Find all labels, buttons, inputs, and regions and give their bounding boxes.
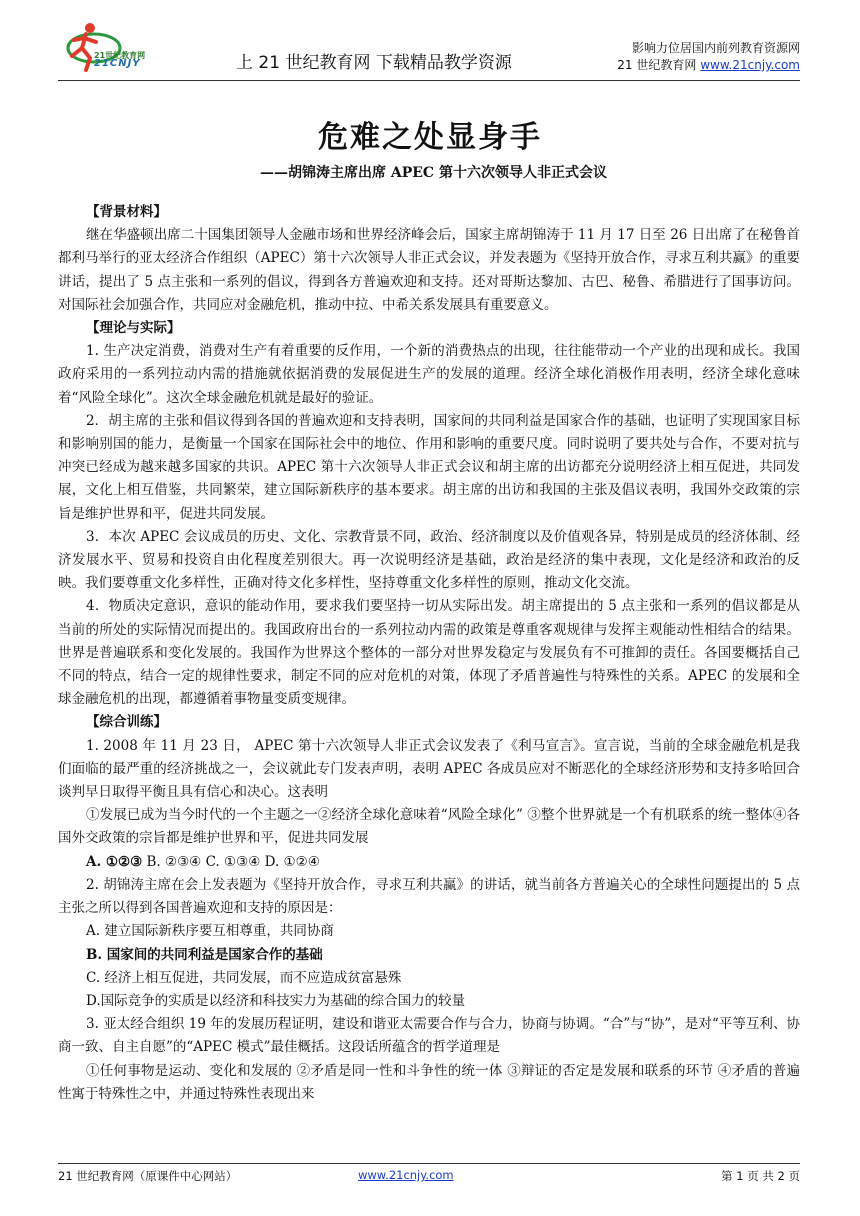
question-3-items: ①任何事物是运动、变化和发展的 ②矛盾是同一性和斗争性的统一体 ③辩证的否定是发展和联系的环节 ④矛盾的普遍性寓于特殊性之中，并通过特殊性表现出来: [58, 1062, 800, 1102]
question-1: 1. 2008 年 11 月 23 日， APEC 第十六次领导人非正式会议发表了《利马宣言》。宣言说，当前的全球金融危机是我们面临的最严重的经济挑战之一，会议就此专门发表声明，表明 APEC 各成员应对不断恶化的全球经济形势和支持多哈回合谈判早日取得平衡且具有信心和决心。这表明: [58, 737, 800, 801]
section-heading-theory: 【理论与实际】: [86, 320, 181, 337]
question-2-option-d: D.国际竞争的实质是以经济和科技实力为基础的综合国力的较量: [86, 992, 466, 1009]
header-divider: [58, 80, 800, 81]
footer-site-link[interactable]: www.21cnjy.com: [358, 1168, 454, 1182]
footer-divider: [58, 1163, 800, 1164]
doc-title: 危难之处显身手: [318, 120, 542, 155]
footer-left: 21 世纪教育网（原课件中心网站）: [58, 1169, 238, 1183]
question-2-option-b: B. 国家间的共同利益是国家合作的基础: [86, 946, 323, 963]
question-1-options-rest: B. ②③④ C. ①③④ D. ①②④: [142, 853, 320, 870]
question-2: 2. 胡锦涛主席在会上发表题为《坚持开放合作，寻求互利共赢》的讲话，就当前各方普遍关心的全球性问题提出的 5 点主张之所以得到各国普遍欢迎和支持的原因是：: [58, 876, 800, 917]
footer-center: [358, 1168, 454, 1182]
footer-page-number: 第 1 页 共 2 页: [721, 1169, 800, 1183]
header-site-link[interactable]: www.21cnjy.com: [700, 58, 800, 72]
doc-body: [58, 201, 800, 1106]
header-right-line1: 影响力位居国内前列教育资源网: [631, 41, 800, 55]
background-paragraph: 继在华盛顿出席二十国集团领导人金融市场和世界经济峰会后，国家主席胡锦涛于 11 月 17 日至 26 日出席了在秘鲁首都利马举行的亚太经济合作组织（APEC）第十六次领导人非正式会议，并发表题为《坚持开放合作，寻求互利共赢》的重要讲话，提出了 5 点主张和一系列的倡议，得到各方普遍欢迎和支持。还对哥斯达黎加、古巴、秘鲁、希腊进行了国事访问。对国际社会加强合作，共同应对金融危机，推动中拉、中希关系发展具有重要意义。: [58, 227, 800, 313]
page-header: [58, 18, 800, 80]
question-2-option-a: A. 建立国际新秩序要互相尊重，共同协商: [86, 923, 334, 940]
section-heading-background: 【背景材料】: [86, 204, 167, 220]
theory-point-1: 1. 生产决定消费，消费对生产有着重要的反作用，一个新的消费热点的出现，往往能带动一个产业的出现和成长。我国政府采用的一系列拉动内需的措施就依据消费的发展促进生产的发展的道理。经济全球化消极作用表明，经济全球化意味着“风险全球化”。这次全球金融危机就是最好的验证。: [58, 343, 800, 406]
theory-point-2: 2．胡主席的主张和倡议得到各国的普遍欢迎和支持表明，国家间的共同利益是国家合作的基础，也证明了实现国家目标和影响别国的能力，是衡量一个国家在国际社会中的地位、作用和影响的重要尺度。同时说明了要共处与合作，不要对抗与冲突已经成为越来越多国家的共识。APEC 第十六次领导人非正式会议和胡主席的出访都充分说明经济上相互促进，共同发展，文化上相互借鉴，共同繁荣，建立国际新秩序的基本要求。胡主席的出访和我国的主张及倡议表明，我国外交政策的宗旨是维护世界和平，促进共同发展。: [58, 412, 800, 522]
site-logo[interactable]: [64, 18, 184, 76]
logo-subtext: 21CNJY: [94, 58, 141, 69]
doc-subtitle: ——胡锦涛主席出席 APEC 第十六次领导人非正式会议: [260, 165, 607, 181]
header-right: [617, 40, 800, 74]
question-3: 3. 亚太经合组织 19 年的发展历程证明，建设和谐亚太需要合作与合力，协商与协调。“合”与“协”，是对“平等互利、协商一致、自主自愿”的“APEC 模式”最佳概括。这段话所蕴含的哲学道理是: [58, 1016, 800, 1056]
header-right-prefix: 21 世纪教育网: [617, 58, 701, 72]
theory-point-3: 3．本次 APEC 会议成员的历史、文化、宗教背景不同，政治、经济制度以及价值观各异，特别是成员的经济体制、经济发展水平、贸易和投资自由化程度差别很大。再一次说明经济是基础，政治是经济的集中表现，文化是经济和政治的反映。我们要尊重文化多样性，正确对待文化多样性，坚持尊重文化多样性的原则，推动文化交流。: [58, 528, 800, 592]
question-1-answer-a: A. ①②③: [86, 853, 143, 870]
header-slogan: 上 21 世纪教育网 下载精品教学资源: [236, 53, 512, 73]
theory-point-4: 4．物质决定意识，意识的能动作用，要求我们要坚持一切从实际出发。胡主席提出的 5 点主张和一系列的倡议都是从当前的所处的实际情况而提出的。我国政府出台的一系列拉动内需的政策是尊重客观规律与发挥主观能动性相结合的结果。世界是普遍联系和变化发展的。我国作为世界这个整体的一部分对世界发稳定与发展负有不可推卸的责任。各国要概括自己不同的特点，结合一定的规律性要求，制定不同的应对危机的对策，体现了矛盾普遍性与特殊性的关系。APEC 的发展和全球金融危机的出现，都遵循着事物量变质变规律。: [58, 598, 800, 708]
question-1-items: ①发展已成为当今时代的一个主题之一②经济全球化意味着“风险全球化” ③整个世界就是一个有机联系的统一整体④各国外交政策的宗旨都是维护世界和平，促进共同发展: [58, 807, 800, 847]
logo-text: 21世纪教育网: [94, 51, 146, 60]
section-heading-exercise: 【综合训练】: [86, 714, 167, 731]
header-right-line2: [617, 57, 800, 74]
question-2-option-c: C. 经济上相互促进，共同发展，而不应造成贫富悬殊: [86, 969, 402, 986]
question-1-options: [58, 851, 800, 874]
